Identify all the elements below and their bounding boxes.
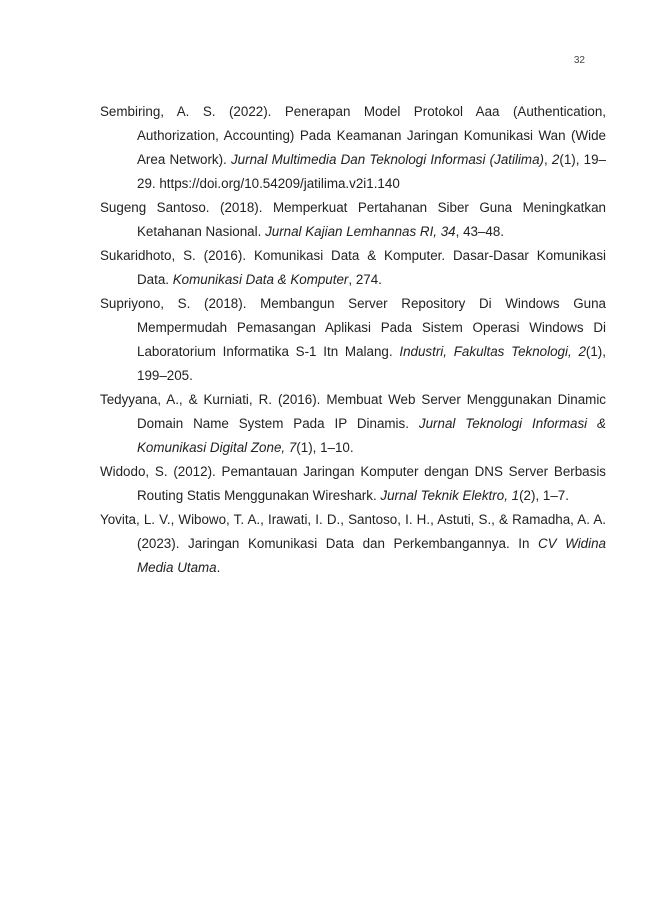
reference-text: , [543,152,552,167]
reference-details: (2), 1–7. [519,488,569,503]
reference-text: Sugeng Santoso. (2018). Memperkuat Pertahanan Siber Guna Meningkatkan Ketahanan Nasional. [100,200,606,239]
reference-source: Jurnal Kajian Lemhannas RI, 34 [265,224,456,239]
reference-details: . [216,560,221,575]
reference-source: Jurnal Teknologi Informasi & Komunikasi Digital Zone, 7 [137,416,606,455]
reference-details: , 43–48. [455,224,505,239]
reference-text: Supriyono, S. (2018). Membangun Server Repository Di Windows Guna Mempermudah Pemasangan Aplikasi Pada Sistem Operasi Windows Di Laboratorium Informatika S-1 Itn Malang. [100,296,606,359]
reference-source: Jurnal Multimedia Dan Teknologi Informasi (Jatilima) [230,152,544,167]
reference-entry [100,292,606,388]
reference-details: (1), 1–10. [296,440,354,455]
reference-source: Komunikasi Data & Komputer [172,272,349,287]
reference-text: Widodo, S. (2012). Pemantauan Jaringan Komputer dengan DNS Server Berbasis Routing Statis Menggunakan Wireshark. [100,464,606,503]
reference-text: Tedyyana, A., & Kurniati, R. (2016). Membuat Web Server Menggunakan Dinamic Domain Name System Pada IP Dinamis. [100,392,606,431]
reference-details: (1), 199–205. [137,344,606,383]
reference-text: Yovita, L. V., Wibowo, T. A., Irawati, I. D., Santoso, I. H., Astuti, S., & Ramadha, A. A. (2023). Jaringan Komunikasi Data dan Perkembangannya. In [100,512,606,551]
reference-details: (1), 19–29. https://doi.org/10.54209/jatilima.v2i1.140 [137,152,606,191]
reference-entry [100,460,606,508]
reference-text: Sukaridhoto, S. (2016). Komunikasi Data & Komputer. Dasar-Dasar Komunikasi Data. [100,248,606,287]
reference-volume: 2 [551,152,560,167]
reference-details: , 274. [348,272,382,287]
reference-text: Sembiring, A. S. (2022). Penerapan Model Protokol Aaa (Authentication, Authorization, Accounting) Pada Keamanan Jaringan Komunikasi Wan (Wide Area Network). [100,104,606,167]
reference-entry [100,508,606,580]
reference-source: Jurnal Teknik Elektro, 1 [380,488,520,503]
reference-entry [100,244,606,292]
reference-entry [100,388,606,460]
reference-source: Industri, Fakultas Teknologi, 2 [399,344,586,359]
reference-entry [100,196,606,244]
reference-list [100,100,606,580]
page-number: 32 [573,55,585,66]
reference-source: CV Widina Media Utama [137,536,606,575]
reference-entry [100,100,606,196]
